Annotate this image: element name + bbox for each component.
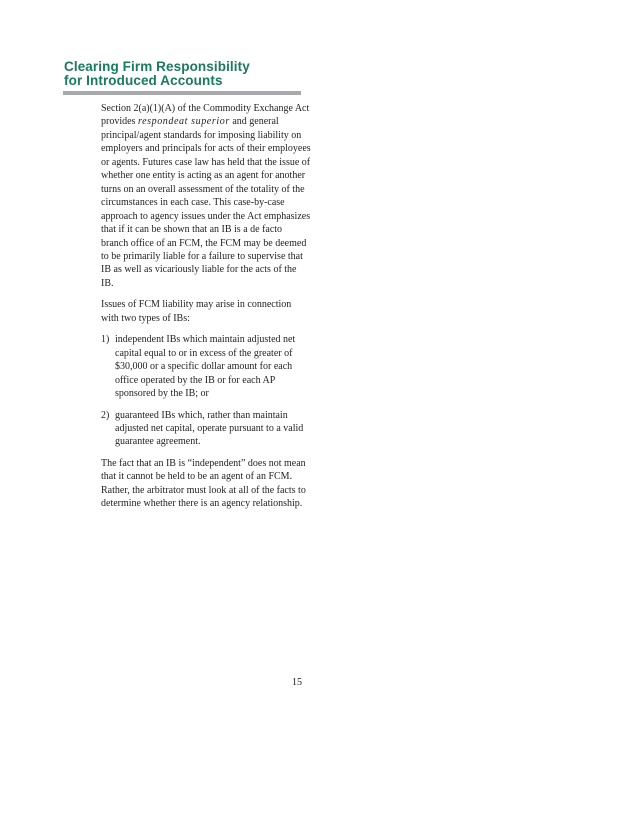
list-item-text: independent IBs which maintain adjusted net capital equal to or in excess of the greater of $30,000 or a specific dollar amount for each office operated by the IB or for each AP sponsored by the IB; or — [115, 334, 296, 400]
paragraph-1 — [101, 102, 311, 290]
heading-rule — [63, 91, 301, 95]
list-item-number: 1) — [101, 334, 110, 346]
ib-types-list — [101, 333, 311, 449]
section-heading — [64, 60, 250, 88]
list-item-number: 2) — [101, 409, 110, 421]
heading-line-2: for Introduced Accounts — [64, 73, 223, 88]
paragraph-3: The fact that an IB is “independent” does not mean that it cannot be held to be an agent of an FCM. Rather, the arbitrator must look at all of the facts to determine whether there is an agency relationship. — [101, 457, 306, 510]
heading-line-1: Clearing Firm Responsibility — [64, 59, 250, 74]
paragraph-1-text-b: and general principal/agent standards for imposing liability on employers and principals for acts of their employees or agents. Futures case law has held that the issue of whether one entity is acting as an agent for another turns on an overall assessment of the totality of the circumstances in each case. This case-by-case approach to agency issues under the Act emphasizes that if it can be shown that an IB is a de facto branch office of an FCM, the FCM may be deemed to be primarily liable for a failure to supervise that IB as well as vicariously liable for the acts of the IB. — [101, 116, 311, 289]
list-item — [101, 409, 311, 449]
paragraph-1-emphasis: respondeat superior — [137, 116, 230, 128]
paragraph-2: Issues of FCM liability may arise in connection with two types of IBs: — [101, 299, 292, 324]
page-number: 15 — [292, 677, 302, 688]
paragraph-1-text-a: Section 2(a)(1)(A) of the Commodity Exchange Act provides — [101, 103, 310, 128]
body-text — [101, 102, 311, 519]
list-item — [101, 333, 311, 400]
list-item-text: guaranteed IBs which, rather than maintain adjusted net capital, operate pursuant to a valid guarantee agreement. — [115, 409, 304, 448]
